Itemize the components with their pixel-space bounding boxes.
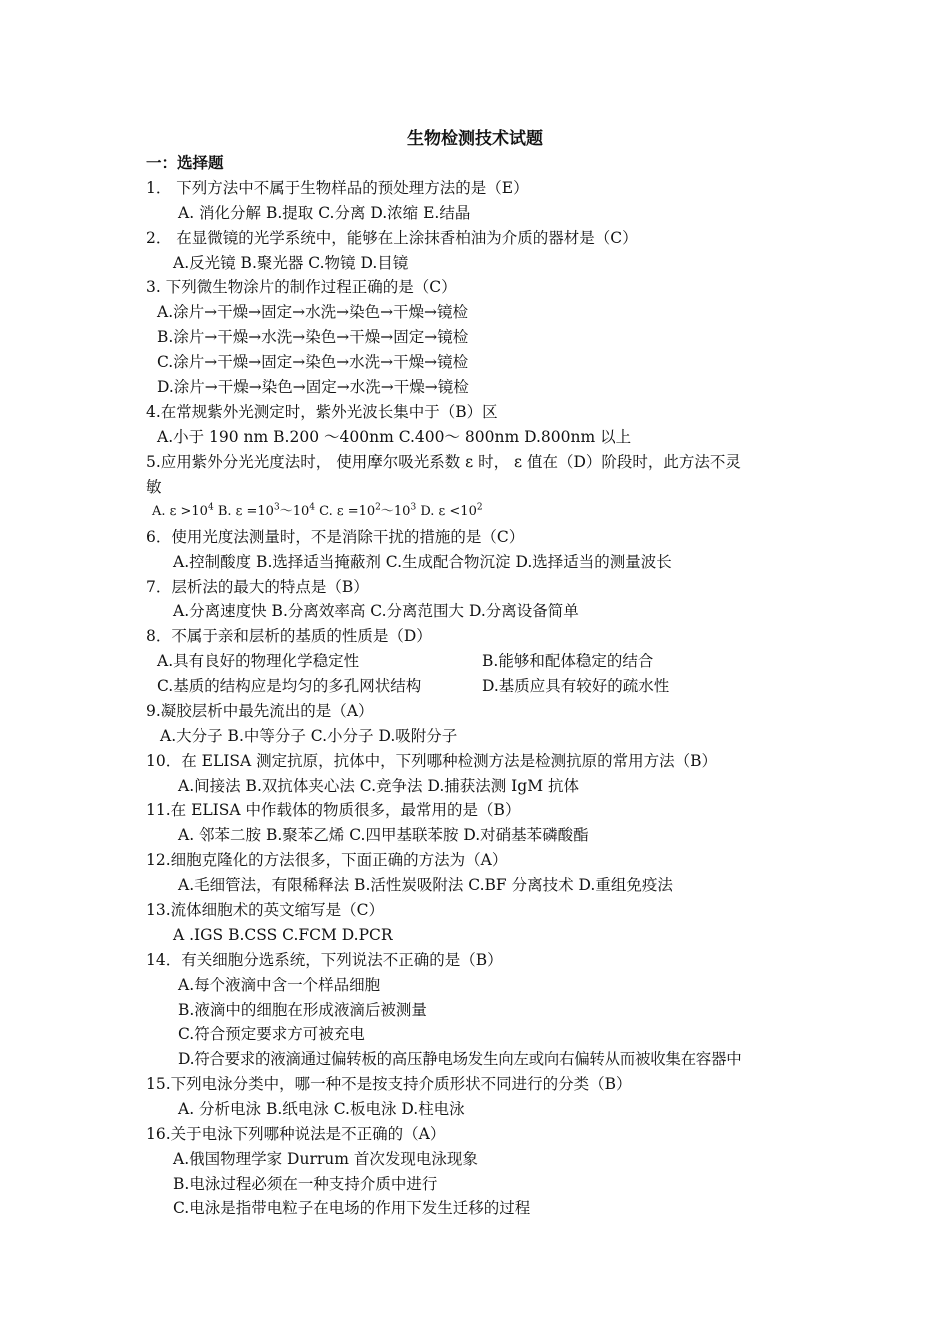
question-3-option-b: B.涂片→干燥→水洗→染色→干燥→固定→镜检 — [157, 328, 469, 346]
question-6-options: A.控制酸度 B.选择适当掩蔽剂 C.生成配合物沉淀 D.选择适当的测量波长 — [173, 553, 672, 571]
q5-exponent: 4 — [207, 502, 214, 513]
q5-option-a: A. ε >10 — [152, 504, 208, 519]
page-title: 生物检测技术试题 — [407, 129, 543, 149]
section-heading: 一：选择题 — [146, 153, 224, 172]
q5-option-c: C. ε =10 — [314, 504, 376, 519]
question-8: 8．不属于亲和层析的基质的性质是（D） — [146, 627, 432, 645]
question-3: 3. 下列微生物涂片的制作过程正确的是（C） — [146, 278, 457, 296]
question-16: 16.关于电泳下列哪种说法是不正确的（A） — [146, 1125, 446, 1143]
question-15: 15.下列电泳分类中，哪一种不是按支持介质形状不同进行的分类（B） — [146, 1075, 632, 1093]
question-13: 13.流体细胞术的英文缩写是（C） — [146, 901, 385, 919]
question-7: 7．层析法的最大的特点是（B） — [146, 578, 369, 596]
question-10: 10．在 ELISA 测定抗原，抗体中，下列哪种检测方法是检测抗原的常用方法（B） — [146, 752, 718, 770]
q5-option-c-range: ～10 — [380, 504, 411, 519]
question-2-options: A.反光镜 B.聚光器 C.物镜 D.目镜 — [173, 254, 409, 272]
question-1-options: A. 消化分解 B.提取 C.分离 D.浓缩 E.结晶 — [178, 204, 471, 222]
question-15-options: A. 分析电泳 B.纸电泳 C.板电泳 D.柱电泳 — [178, 1100, 465, 1118]
q5-option-d: D. ε <10 — [416, 504, 477, 519]
question-16-option-a: A.俄国物理学家 Durrum 首次发现电泳现象 — [173, 1150, 478, 1168]
q5-option-b-range: ～10 — [279, 504, 310, 519]
question-8-option-c: C.基质的结构应是均匀的多孔网状结构 — [157, 677, 422, 695]
question-1: 1． 下列方法中不属于生物样品的预处理方法的是（E） — [146, 179, 529, 197]
question-4: 4.在常规紫外光测定时，紫外光波长集中于（B）区 — [146, 403, 498, 421]
question-2: 2． 在显微镜的光学系统中，能够在上涂抹香柏油为介质的器材是（C） — [146, 229, 638, 247]
question-4-options: A.小于 190 nm B.200 ～400nm C.400～ 800nm D.800nm 以上 — [157, 428, 632, 446]
q5-exponent: 4 — [309, 502, 315, 513]
q5-exponent: 3 — [273, 502, 280, 513]
question-9: 9.凝胶层析中最先流出的是（A） — [146, 702, 374, 720]
question-9-options: A.大分子 B.中等分子 C.小分子 D.吸附分子 — [160, 727, 458, 745]
question-14-option-d: D.符合要求的液滴通过偏转板的高压静电场发生向左或向右偏转从而被收集在容器中 — [178, 1050, 742, 1068]
question-3-option-a: A.涂片→干燥→固定→水洗→染色→干燥→镜检 — [157, 303, 469, 321]
question-3-option-c: C.涂片→干燥→固定→染色→水洗→干燥→镜检 — [157, 353, 469, 371]
q5-exponent: 3 — [410, 502, 417, 513]
question-3-option-d: D.涂片→干燥→染色→固定→水洗→干燥→镜检 — [157, 378, 469, 396]
question-11: 11.在 ELISA 中作载体的物质很多，最常用的是（B） — [146, 801, 521, 819]
question-13-options: A .IGS B.CSS C.FCM D.PCR — [173, 926, 393, 944]
q5-exponent: 2 — [476, 502, 483, 513]
question-10-options: A.间接法 B.双抗体夹心法 C.竞争法 D.捕获法测 IgM 抗体 — [178, 777, 580, 795]
question-5-continued: 敏 — [146, 478, 162, 496]
question-8-option-b: B.能够和配体稳定的结合 — [482, 652, 654, 670]
question-14: 14．有关细胞分选系统，下列说法不正确的是（B） — [146, 951, 503, 969]
question-14-option-a: A.每个液滴中含一个样品细胞 — [178, 976, 381, 994]
question-5: 5.应用紫外分光光度法时， 使用摩尔吸光系数 ε 时， ε 值在（D）阶段时，此方法不灵 — [146, 453, 741, 471]
question-8-option-a: A.具有良好的物理化学稳定性 — [157, 652, 360, 670]
q5-option-b: B. ε =10 — [213, 504, 274, 519]
question-12-options: A.毛细管法，有限稀释法 B.活性炭吸附法 C.BF 分离技术 D.重组免疫法 — [178, 876, 673, 894]
question-16-option-c: C.电泳是指带电粒子在电场的作用下发生迁移的过程 — [173, 1199, 531, 1217]
question-6: 6．使用光度法测量时，不是消除干扰的措施的是（C） — [146, 528, 525, 546]
question-5-options — [152, 502, 483, 522]
question-8-option-d: D.基质应具有较好的疏水性 — [482, 677, 670, 695]
question-16-option-b: B.电泳过程必须在一种支持介质中进行 — [173, 1175, 438, 1193]
q5-exponent: 2 — [375, 502, 381, 513]
question-14-option-b: B.液滴中的细胞在形成液滴后被测量 — [178, 1001, 427, 1019]
question-7-options: A.分离速度快 B.分离效率高 C.分离范围大 D.分离设备简单 — [173, 602, 579, 620]
question-14-option-c: C.符合预定要求方可被充电 — [178, 1025, 365, 1043]
question-11-options: A. 邻苯二胺 B.聚苯乙烯 C.四甲基联苯胺 D.对硝基苯磷酸酯 — [178, 826, 589, 844]
question-12: 12.细胞克隆化的方法很多，下面正确的方法为（A） — [146, 851, 508, 869]
